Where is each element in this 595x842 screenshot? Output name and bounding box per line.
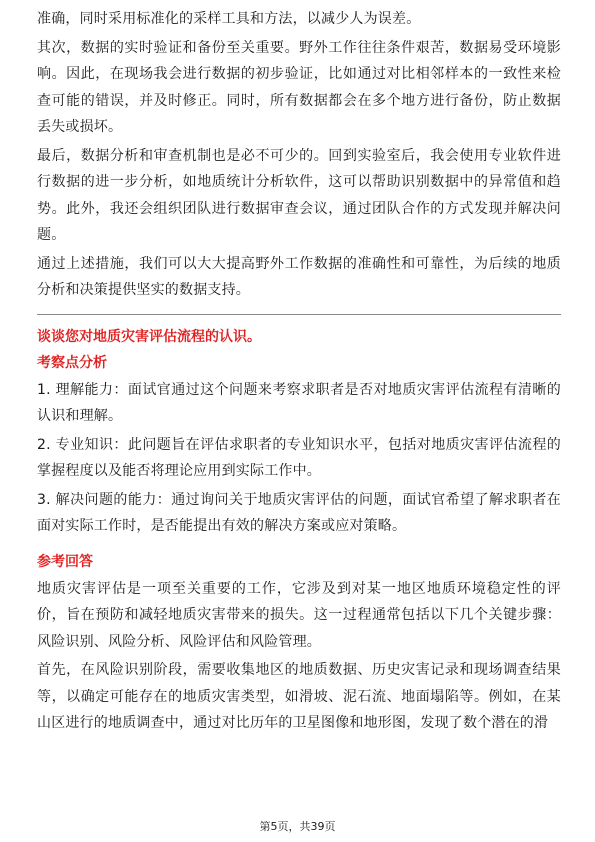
answer-heading: 参考回答 bbox=[37, 553, 93, 570]
answer-paragraph: 首先，在风险识别阶段，需要收集地区的地质数据、历史灾害记录和现场调查结果等，以确定可能存在的地质灾害类型，如滑坡、泥石流、地面塌陷等。例如，在某山区进行的地质调查中，通过对比历年的卫星图像和地形图，发现了数个潜在的滑 bbox=[37, 662, 561, 731]
analysis-item: 1. 理解能力：面试官通过这个问题来考察求职者是否对地质灾害评估流程有清晰的认识和理解。 bbox=[37, 381, 561, 424]
document-content bbox=[37, 6, 561, 739]
body-paragraph: 通过上述措施，我们可以大大提高野外工作数据的准确性和可靠性，为后续的地质分析和决策提供坚实的数据支持。 bbox=[37, 255, 561, 298]
body-paragraph: 其次，数据的实时验证和备份至关重要。野外工作往往条件艰苦，数据易受环境影响。因此，在现场我会进行数据的初步验证，比如通过对比相邻样本的一致性来检查可能的错误，并及时修正。同时，所有数据都会在多个地方进行备份，防止数据丢失或损坏。 bbox=[37, 39, 561, 135]
page-footer: 第5页，共39页 bbox=[259, 820, 336, 833]
body-paragraph: 准确，同时采用标准化的采样工具和方法，以减少人为误差。 bbox=[37, 11, 421, 27]
answer-paragraph: 地质灾害评估是一项至关重要的工作，它涉及到对某一地区地质环境稳定性的评价，旨在预防和减轻地质灾害带来的损失。这一过程通常包括以下几个关键步骤：风险识别、风险分析、风险评估和风险管理。 bbox=[37, 580, 561, 650]
analysis-item: 3. 解决问题的能力：通过询问关于地质灾害评估的问题，面试官希望了解求职者在面对实际工作时，是否能提出有效的解决方案或应对策略。 bbox=[37, 491, 561, 534]
analysis-heading: 考察点分析 bbox=[37, 354, 107, 371]
question-title: 谈谈您对地质灾害评估流程的认识。 bbox=[37, 328, 261, 345]
body-paragraph: 最后，数据分析和审查机制也是必不可少的。回到实验室后，我会使用专业软件进行数据的进一步分析，如地质统计分析软件，这可以帮助识别数据中的异常值和趋势。此外，我还会组织团队进行数据审查会议，通过团队合作的方式发现并解决问题。 bbox=[37, 147, 561, 243]
section-divider bbox=[37, 314, 561, 315]
analysis-item: 2. 专业知识：此问题旨在评估求职者的专业知识水平，包括对地质灾害评估流程的掌握程度以及能否将理论应用到实际工作中。 bbox=[37, 436, 561, 479]
